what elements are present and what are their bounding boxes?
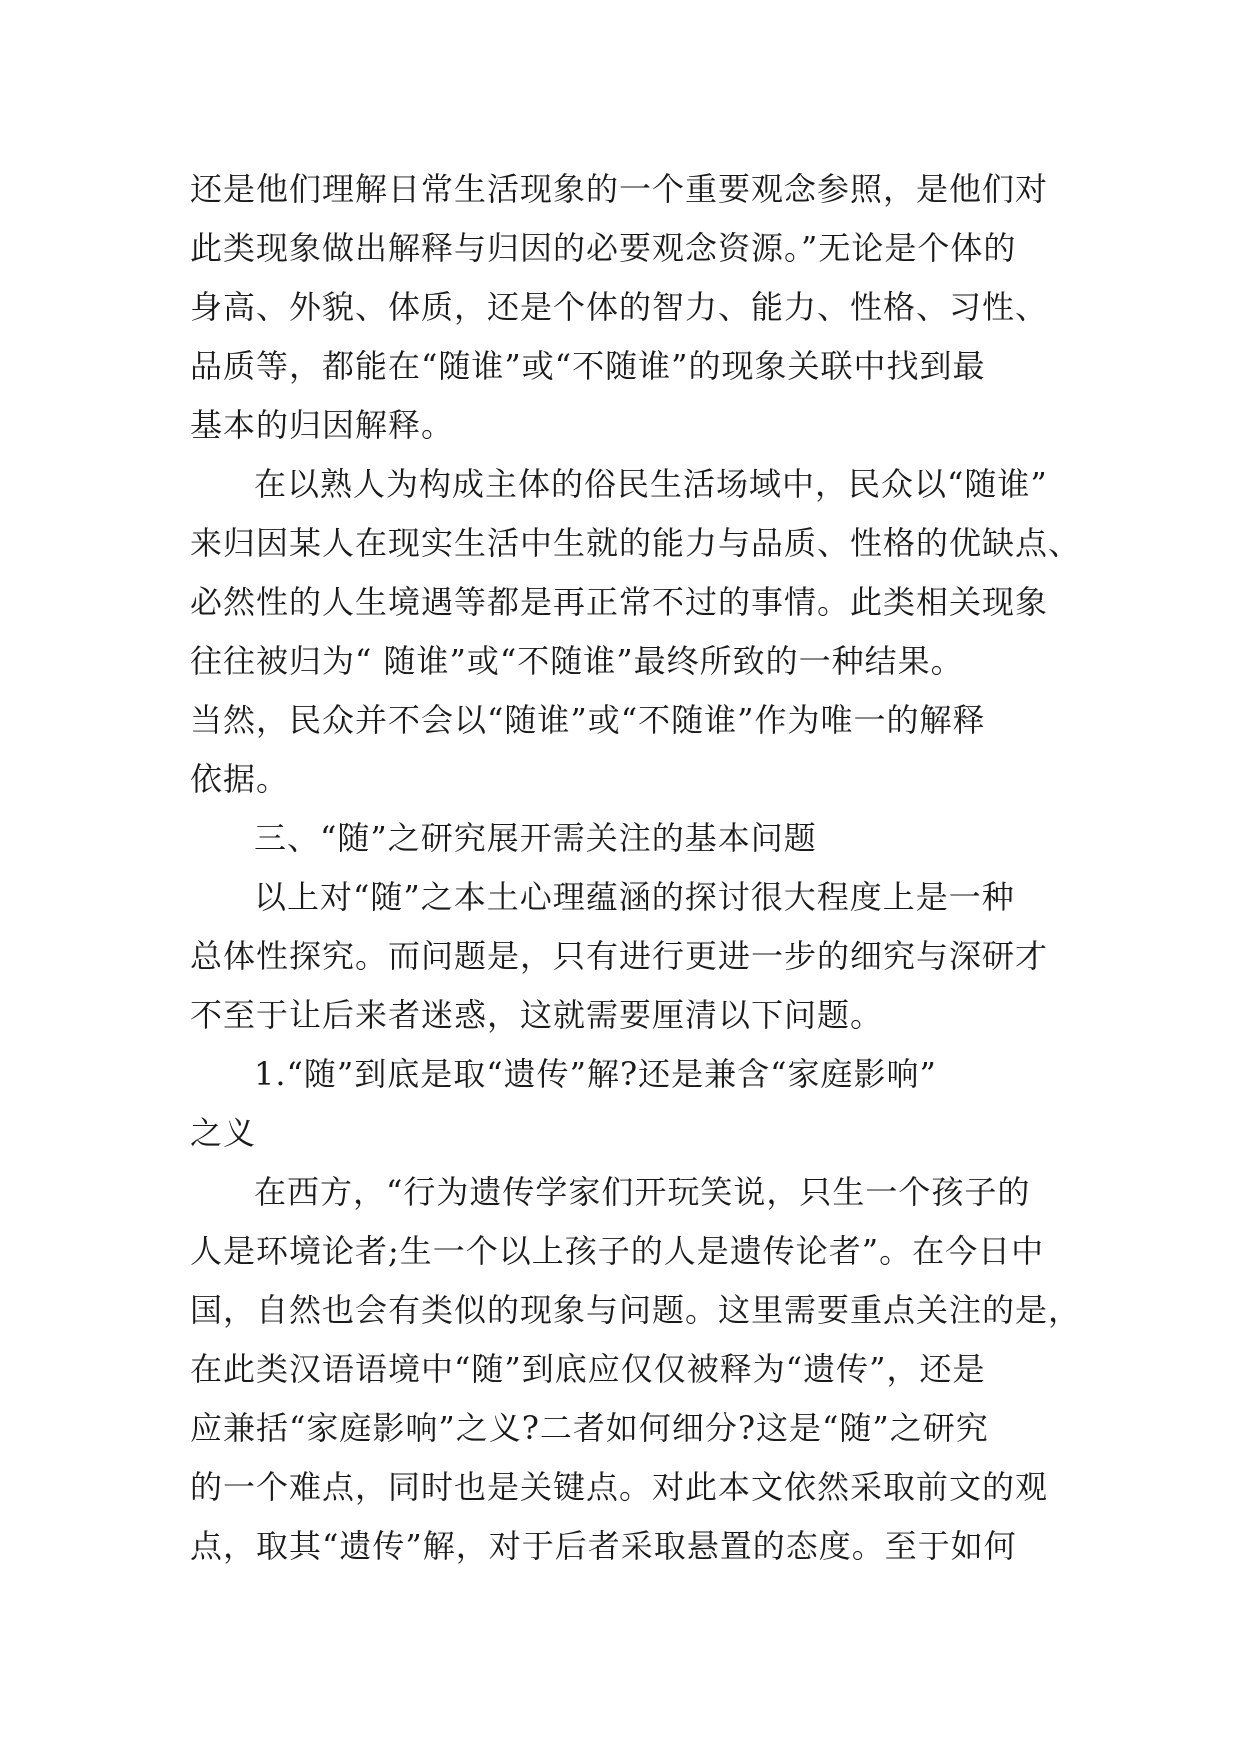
subsection-heading [190, 1045, 1050, 1163]
text-line: 往往被归为“ 随谁”或“不随谁”最终所致的一种结果。 [190, 642, 964, 680]
subsection-heading-text: 1.“随”到底是取“遗传”解?还是兼含“家庭影响” [254, 1055, 937, 1093]
text-line: 当然，民众并不会以“随谁”或“不随谁”作为唯一的解释 [190, 701, 986, 739]
text-line: 依据。 [190, 760, 290, 798]
text-line: 点，取其“遗传”解，对于后者采取悬置的态度。至于如何 [190, 1527, 1017, 1565]
section-heading-text: 三、“随”之研究展开需关注的基本问题 [254, 819, 817, 857]
text-line: 在以熟人为构成主体的俗民生活场域中，民众以“随谁” [254, 465, 1048, 503]
text-line: 应兼括“家庭影响”之义?二者如何细分?这是“随”之研究 [190, 1409, 989, 1447]
text-line: 身高、外貌、体质，还是个体的智力、能力、性格、习性、 [190, 288, 1049, 326]
text-line: 在西方，“行为遗传学家们开玩笑说，只生一个孩子的 [254, 1173, 1031, 1211]
text-line: 人是环境论者;生一个以上孩子的人是遗传论者”。在今日中 [190, 1232, 1045, 1270]
paragraph-2 [190, 455, 1082, 809]
paragraph-3 [190, 868, 1050, 1045]
text-line: 总体性探究。而问题是，只有进行更进一步的细究与深研才 [190, 937, 1049, 975]
text-line: 此类现象做出解释与归因的必要观念资源。”无论是个体的 [190, 229, 1017, 267]
text-line: 国，自然也会有类似的现象与问题。这里需要重点关注的是， [190, 1291, 1082, 1329]
text-line: 来归因某人在现实生活中生就的能力与品质、性格的优缺点、 [190, 524, 1082, 562]
text-line: 必然性的人生境遇等都是再正常不过的事情。此类相关现象 [190, 583, 1049, 621]
text-line: 的一个难点，同时也是关键点。对此本文依然采取前文的观 [190, 1468, 1049, 1506]
text-line: 品质等，都能在“随谁”或“不随谁”的现象关联中找到最 [190, 347, 986, 385]
paragraph-1 [190, 160, 1050, 455]
text-line: 还是他们理解日常生活现象的一个重要观念参照，是他们对 [190, 170, 1049, 208]
text-line: 在此类汉语语境中“随”到底应仅仅被释为“遗传”，还是 [190, 1350, 986, 1388]
section-heading [190, 809, 1050, 868]
text-line: 基本的归因解释。 [190, 406, 455, 444]
text-line: 以上对“随”之本土心理蕴涵的探讨很大程度上是一种 [254, 878, 1015, 916]
document-body [190, 160, 1082, 1576]
subsection-heading-text: 之义 [190, 1114, 257, 1152]
text-line: 不至于让后来者迷惑，这就需要厘清以下问题。 [190, 996, 884, 1034]
paragraph-4 [190, 1163, 1082, 1576]
